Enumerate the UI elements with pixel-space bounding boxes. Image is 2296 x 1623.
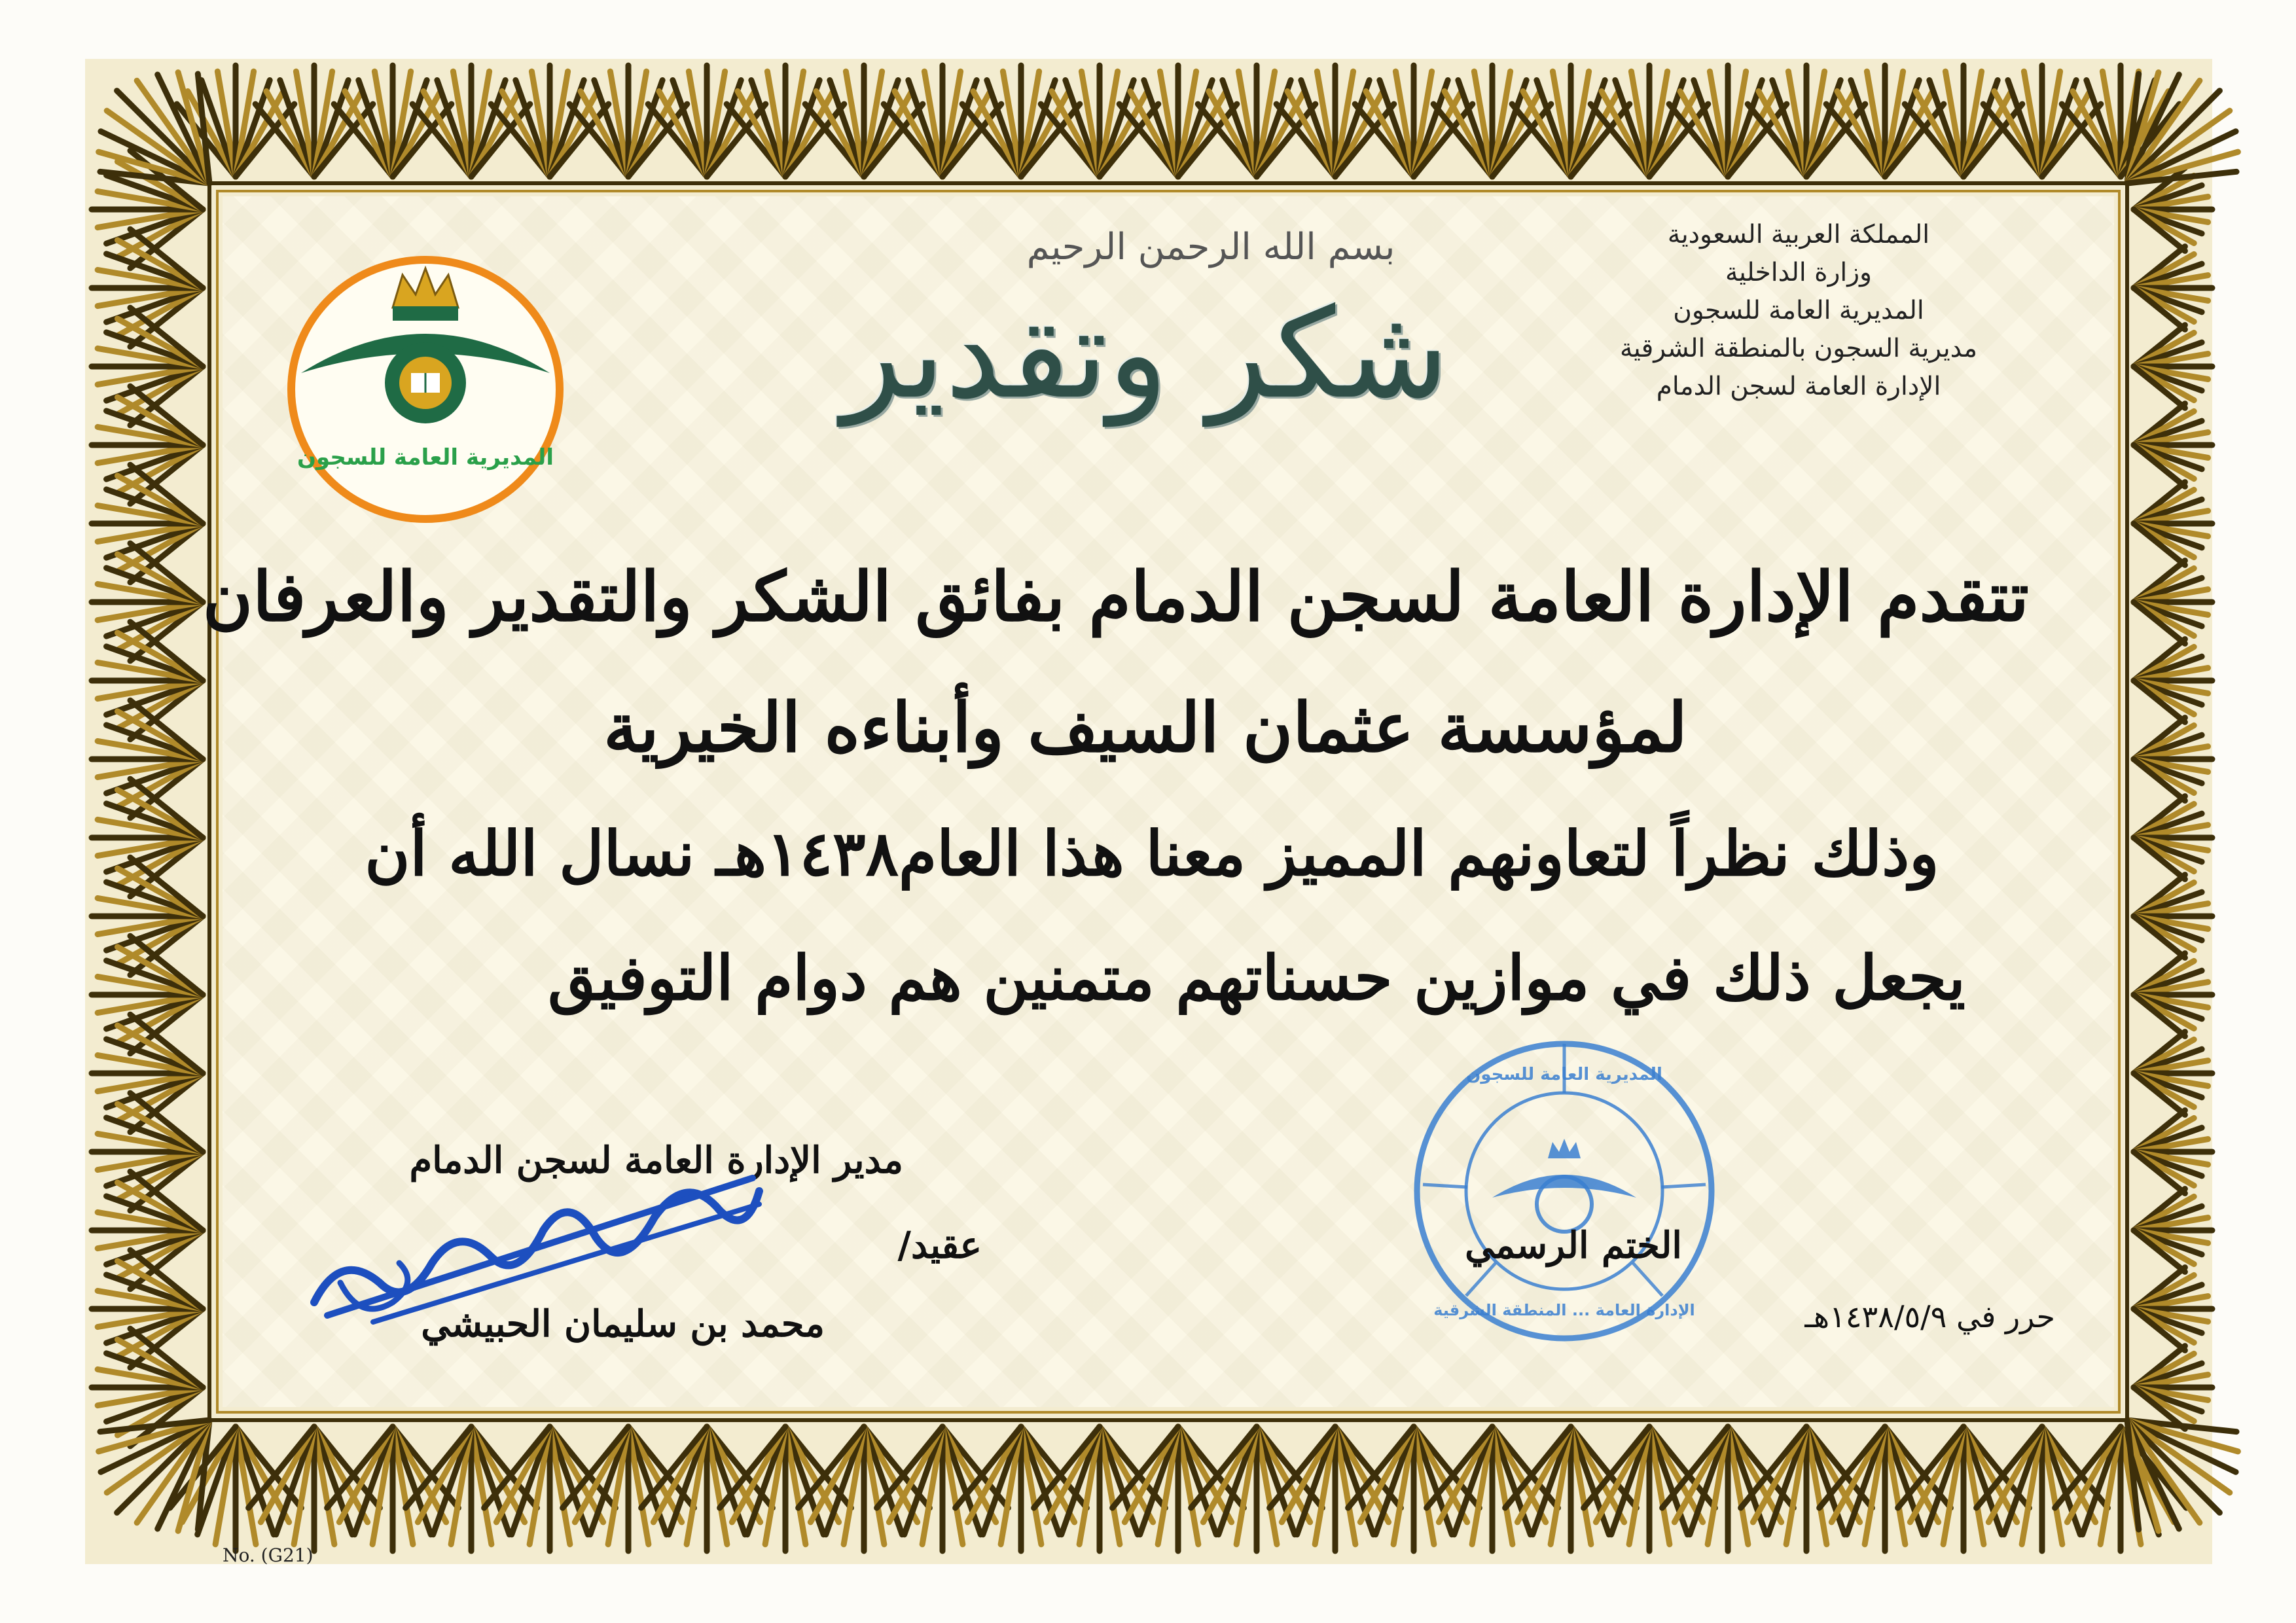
signatory-name: محمد بن سليمان الحبيشي bbox=[421, 1302, 825, 1346]
seal-ring-text-top: المديرية العامة للسجون bbox=[1466, 1065, 1662, 1084]
header-line-directorate: المديرية العامة للسجون bbox=[1673, 296, 1924, 325]
body-line-2-recipient: لمؤسسة عثمان السيف وأبناءه الخيرية bbox=[603, 687, 1687, 768]
prisons-directorate-logo-icon bbox=[281, 249, 569, 524]
seal-ring-text-bottom: الإدارة العامة ... المنطقة الشرقية bbox=[1433, 1301, 1695, 1319]
seal-label: الختم الرسمي bbox=[1465, 1224, 1682, 1267]
form-number: No. (G21) bbox=[223, 1544, 314, 1566]
header-line-region: مديرية السجون بالمنطقة الشرقية bbox=[1619, 334, 1978, 363]
header-line-kingdom: المملكة العربية السعودية bbox=[1667, 220, 1930, 249]
header-line-ministry: وزارة الداخلية bbox=[1725, 258, 1872, 287]
basmala: بسم الله الرحمن الرحيم bbox=[1026, 226, 1395, 268]
body-line-4: يجعل ذلك في موازين حسناتهم متمنين هم دوام التوفيق bbox=[548, 942, 1965, 1014]
body-line-3: وذلك نظراً لتعاونهم المميز معنا هذا العام١٤٣٨هـ نسال الله أن bbox=[365, 818, 1939, 890]
issuer-header bbox=[1570, 216, 2028, 406]
issue-date: حرر في ١٤٣٨/٥/٩هـ bbox=[1804, 1299, 2055, 1334]
handwritten-signature bbox=[301, 1152, 772, 1335]
signatory-title: مدير الإدارة العامة لسجن الدمام bbox=[409, 1139, 903, 1182]
signatory-rank: عقيد/ bbox=[897, 1224, 982, 1267]
official-seal-stamp bbox=[1407, 1034, 1721, 1348]
body-line-1: تتقدم الإدارة العامة لسجن الدمام بفائق الشكر والتقدير والعرفان bbox=[202, 556, 2029, 637]
logo-caption: المديرية العامة للسجون bbox=[297, 444, 554, 471]
certificate-title: شكر وتقدير bbox=[842, 281, 1449, 426]
header-line-prison: الإدارة العامة لسجن الدمام bbox=[1656, 372, 1941, 401]
